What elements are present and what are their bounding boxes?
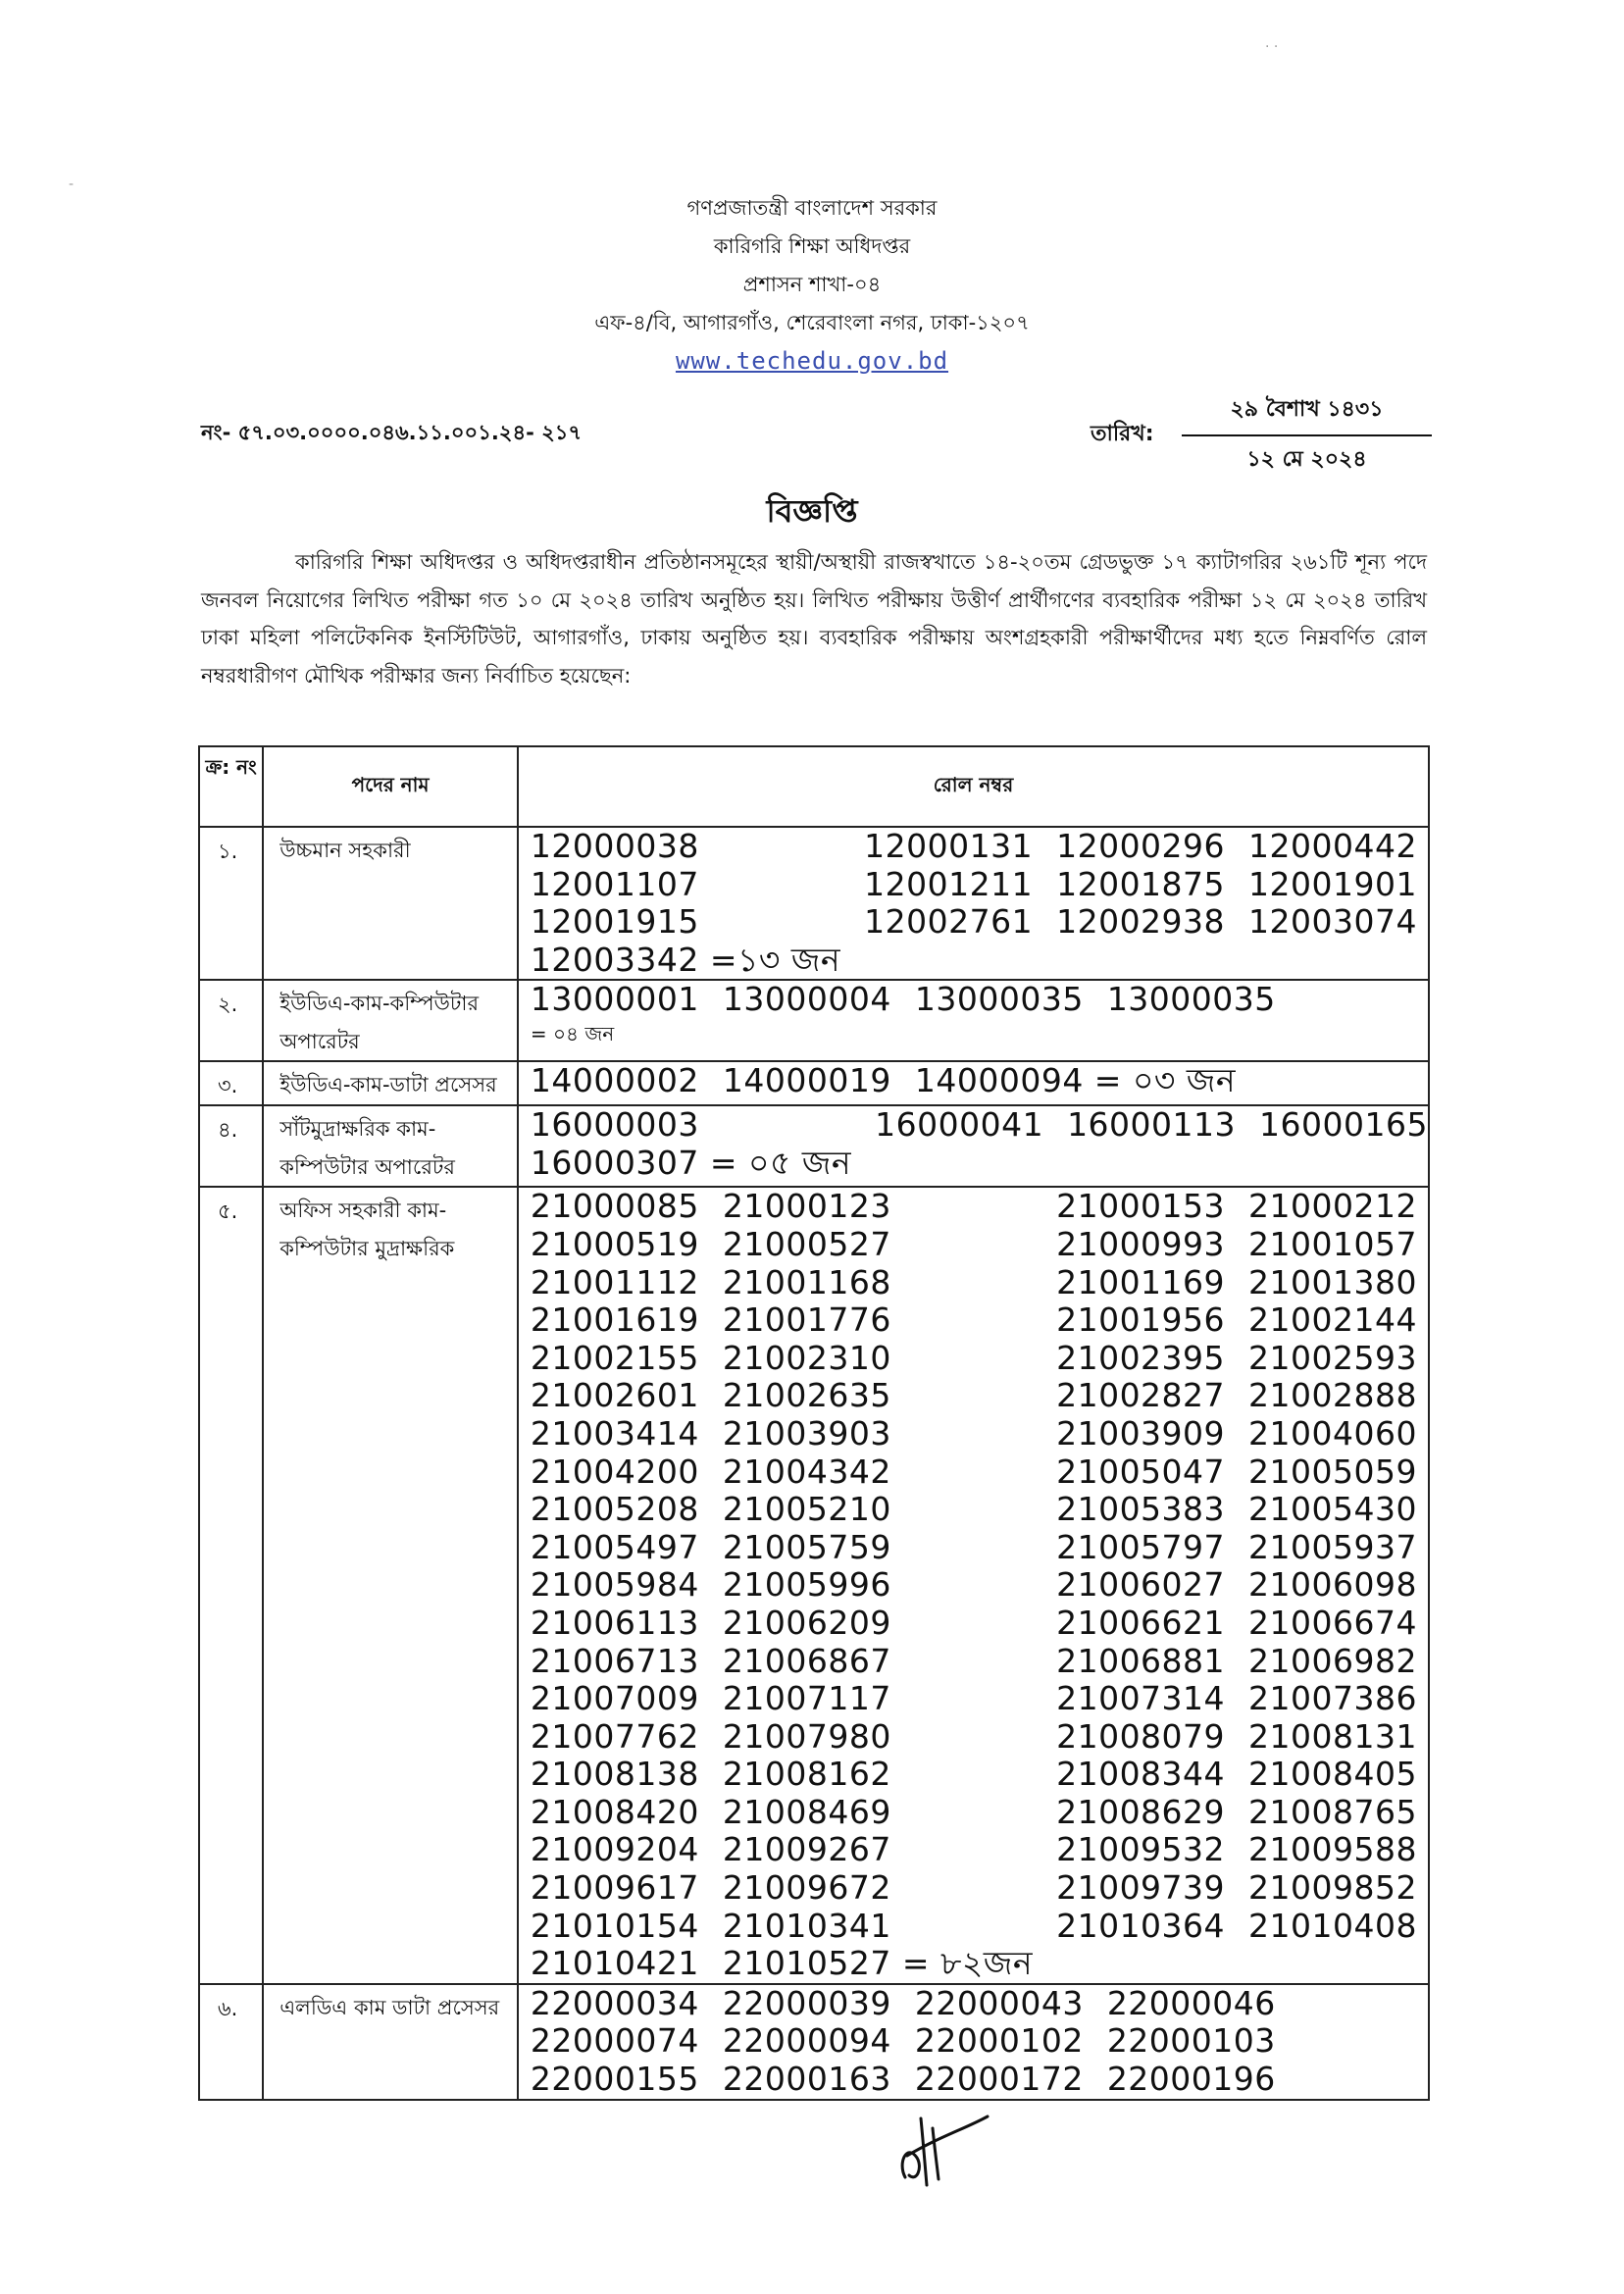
roll-number: 21005047 — [1056, 1452, 1226, 1491]
selected-count: = ০৫ জন — [698, 1143, 852, 1182]
roll-number: 22000046 — [1106, 1983, 1276, 2022]
table-row — [199, 980, 1429, 1061]
row-serial: ৫. — [199, 1187, 263, 1983]
date-block — [1182, 392, 1432, 479]
roll-number: 21006621 — [1056, 1603, 1226, 1642]
date-english: ১২ মে ২০২৪ — [1246, 447, 1367, 472]
letterhead — [0, 189, 1624, 382]
roll-number: 21006674 — [1248, 1603, 1418, 1642]
roll-number: 21003414 — [530, 1413, 699, 1453]
roll-number: 14000094 = ০৩ জন — [914, 1061, 1237, 1100]
roll-grid — [531, 1106, 1428, 1182]
row-roll-numbers — [518, 827, 1429, 980]
roll-number: 21007314 — [1056, 1679, 1226, 1718]
govt-name: গণপ্রজাতন্ত্রী বাংলাদেশ সরকার — [686, 196, 938, 220]
roll-number: 21007009 — [530, 1679, 699, 1718]
address: এফ-৪/বি, আগারগাঁও, শেরেবাংলা নগর, ঢাকা-১২০৭ — [594, 311, 1030, 334]
roll-number: 21001956 — [1056, 1300, 1226, 1340]
header-post-name: পদের নাম — [263, 746, 518, 827]
roll-number: 21002144 — [1248, 1300, 1418, 1340]
selected-count: =১৩ জন — [698, 940, 841, 979]
roll-number: 16000165 — [1259, 1105, 1428, 1145]
row-serial: ১. — [199, 827, 263, 980]
roll-number: 21004060 — [1248, 1413, 1418, 1453]
website-link[interactable]: www.techedu.gov.bd — [675, 347, 949, 375]
roll-number: 22000163 — [722, 2060, 891, 2099]
scan-speck: · · — [1265, 39, 1279, 55]
roll-number: 21001168 — [722, 1262, 891, 1301]
roll-number: 21008469 — [722, 1792, 891, 1831]
roll-number: 12001915 — [530, 902, 699, 942]
roll-number: 21007980 — [722, 1716, 891, 1756]
table-row — [199, 1984, 1429, 2100]
roll-number: 21006881 — [1056, 1641, 1226, 1680]
branch-name: প্রশাসন শাখা-০৪ — [742, 273, 882, 296]
roll-number: 21010364 — [1056, 1906, 1226, 1945]
roll-number: 21008420 — [530, 1792, 699, 1831]
roll-number: 21002827 — [1056, 1376, 1226, 1415]
roll-number: 21000123 — [722, 1187, 891, 1226]
roll-number: 12000131 — [864, 827, 1034, 865]
table-body — [199, 827, 1429, 2100]
header-roll-number: রোল নম্বর — [518, 746, 1429, 827]
selected-count: = ০৩ জন — [1083, 1061, 1237, 1100]
roll-number: 14000019 — [722, 1061, 891, 1100]
roll-number: 21008162 — [722, 1755, 891, 1794]
roll-number: 22000196 — [1106, 2060, 1276, 2099]
roll-number: 22000039 — [722, 1983, 891, 2022]
roll-number: 21002635 — [722, 1376, 891, 1415]
roll-number: 21005996 — [722, 1565, 891, 1605]
roll-number: 21010527 = ৮২জন — [722, 1944, 1034, 1983]
row-roll-numbers — [518, 1061, 1429, 1105]
roll-number: 21005937 — [1248, 1527, 1418, 1566]
roll-number: 21000153 — [1056, 1187, 1226, 1226]
roll-number: 21010154 — [530, 1906, 699, 1945]
roll-number: 21007386 — [1248, 1679, 1418, 1718]
roll-number: 21005383 — [1056, 1490, 1226, 1529]
roll-number: 21006027 — [1056, 1565, 1226, 1605]
roll-number: 22000172 — [914, 2060, 1084, 2099]
memo-number: নং- ৫৭.০৩.০০০০.০৪৬.১১.০০১.২৪- ২১৭ — [201, 421, 583, 444]
roll-number: 21005497 — [530, 1527, 699, 1566]
roll-number: 21010421 — [530, 1944, 699, 1983]
roll-grid — [531, 981, 1428, 1019]
table-row — [199, 1105, 1429, 1187]
roll-number: 12003074 — [1248, 902, 1418, 942]
roll-number: 13000001 — [530, 980, 699, 1019]
roll-number: 21004342 — [722, 1452, 891, 1491]
roll-number: 12000442 — [1248, 827, 1418, 865]
roll-number: 21006713 — [530, 1641, 699, 1680]
roll-number: 22000034 — [530, 1983, 699, 2022]
roll-number: 21003909 — [1056, 1413, 1226, 1453]
roll-number: 21009617 — [530, 1868, 699, 1908]
roll-number: 21002601 — [530, 1376, 699, 1415]
roll-number: 21005210 — [722, 1490, 891, 1529]
roll-number: 21008079 — [1056, 1716, 1226, 1756]
roll-number: 21000993 — [1056, 1224, 1226, 1263]
roll-number: 21001057 — [1248, 1224, 1418, 1263]
roll-number: 21005208 — [530, 1490, 699, 1529]
table-row — [199, 1061, 1429, 1105]
row-roll-numbers — [518, 1984, 1429, 2100]
roll-number: 21000527 — [722, 1224, 891, 1263]
roll-number: 21005797 — [1056, 1527, 1226, 1566]
roll-number: 12001107 — [530, 864, 699, 903]
roll-number: 21008405 — [1248, 1755, 1418, 1794]
roll-number: 21002593 — [1248, 1338, 1418, 1377]
roll-number: 12001875 — [1056, 864, 1226, 903]
roll-number: 21006113 — [530, 1603, 699, 1642]
roll-number: 12002938 — [1056, 902, 1226, 942]
roll-grid — [531, 1188, 1428, 1982]
roll-number: 21000085 — [530, 1187, 699, 1226]
date-bangla: ২৯ বৈশাখ ১৪৩১ — [1182, 392, 1432, 436]
roll-number: 16000003 — [530, 1105, 699, 1145]
roll-number: 22000043 — [914, 1983, 1084, 2022]
roll-number: 12001211 — [864, 864, 1034, 903]
header-serial: ক্র: নং — [199, 746, 263, 827]
roll-number: 21005059 — [1248, 1452, 1418, 1491]
roll-number: 16000307 = ০৫ জন — [530, 1143, 852, 1182]
roll-grid — [531, 1062, 1428, 1100]
roll-number: 21009588 — [1248, 1830, 1418, 1869]
roll-number: 21002888 — [1248, 1376, 1418, 1415]
roll-grid — [531, 1985, 1428, 2099]
roll-number: 13000035 — [1106, 980, 1276, 1019]
results-table — [198, 745, 1430, 2101]
roll-number: 13000004 — [722, 980, 891, 1019]
roll-number: 21009852 — [1248, 1868, 1418, 1908]
row-post-name: অফিস সহকারী কাম-কম্পিউটার মুদ্রাক্ষরিক — [263, 1187, 518, 1983]
roll-number: 21004200 — [530, 1452, 699, 1491]
roll-number: 21002155 — [530, 1338, 699, 1377]
roll-number: 21001776 — [722, 1300, 891, 1340]
row-post-name: উচ্চমান সহকারী — [263, 827, 518, 980]
roll-number: 21010408 — [1248, 1906, 1418, 1945]
roll-number: 22000094 — [722, 2021, 891, 2061]
roll-number: 21008344 — [1056, 1755, 1226, 1794]
roll-number: 14000002 — [530, 1061, 699, 1100]
department-name: কারিগরি শিক্ষা অধিদপ্তর — [713, 234, 911, 258]
roll-grid — [531, 828, 1428, 979]
scan-speck: - — [69, 177, 75, 192]
roll-number: 21001619 — [530, 1300, 699, 1340]
roll-number: 21008131 — [1248, 1716, 1418, 1756]
roll-number: 21001112 — [530, 1262, 699, 1301]
roll-number: 21008629 — [1056, 1792, 1226, 1831]
row-post-name: এলডিএ কাম ডাটা প্রসেসর — [263, 1984, 518, 2100]
table-row — [199, 827, 1429, 980]
row-serial: ২. — [199, 980, 263, 1061]
roll-number: 21005759 — [722, 1527, 891, 1566]
table-row — [199, 1187, 1429, 1983]
roll-number: 12002761 — [864, 902, 1034, 942]
roll-number: 21009267 — [722, 1830, 891, 1869]
roll-number: 21009672 — [722, 1868, 891, 1908]
row-roll-numbers — [518, 980, 1429, 1061]
roll-number: 21009739 — [1056, 1868, 1226, 1908]
row-serial: ৪. — [199, 1105, 263, 1187]
table-header-row — [199, 746, 1429, 827]
roll-number: 16000041 — [875, 1105, 1044, 1145]
roll-number: 22000103 — [1106, 2021, 1276, 2061]
roll-number: 21006098 — [1248, 1565, 1418, 1605]
roll-number: 21010341 — [722, 1906, 891, 1945]
roll-number: 12003342 =১৩ জন — [530, 940, 841, 979]
roll-number: 21000212 — [1248, 1187, 1418, 1226]
roll-number: 21006209 — [722, 1603, 891, 1642]
roll-number: 22000102 — [914, 2021, 1084, 2061]
notice-paragraph: কারিগরি শিক্ষা অধিদপ্তর ও অধিদপ্তরাধীন প্রতিষ্ঠানসমূহের স্থায়ী/অস্থায়ী রাজস্বখাতে ১৪-২০তম গ্রেডভুক্ত ১৭ ক্যাটাগরির ২৬১টি শূন্য পদে জনবল নিয়োগের লিখিত পরীক্ষা গত ১০ মে ২০২৪ তারিখ অনুষ্ঠিত হয়। লিখিত পরীক্ষায় উত্তীর্ণ প্রার্থীগণের ব্যবহারিক পরীক্ষা ১২ মে ২০২৪ তারিখ ঢাকা মহিলা পলিটেকনিক ইনস্টিটিউট, আগারগাঁও, ঢাকায় অনুষ্ঠিত হয়। ব্যবহারিক পরীক্ষায় অংশগ্রহকারী পরীক্ষার্থীদের মধ্য হতে নিম্নবর্ণিত রোল নম্বরধারীগণ মৌখিক পরীক্ষার জন্য নির্বাচিত হয়েছেন: — [201, 550, 1427, 688]
roll-number: 21009204 — [530, 1830, 699, 1869]
roll-number: 12000296 — [1056, 827, 1226, 865]
roll-number: 16000113 — [1067, 1105, 1237, 1145]
roll-number: 21007762 — [530, 1716, 699, 1756]
roll-number: 21005984 — [530, 1565, 699, 1605]
notice-title: বিজ্ঞপ্তি — [766, 492, 858, 530]
row-roll-numbers — [518, 1187, 1429, 1983]
row-post-name: সাঁটমুদ্রাক্ষরিক কাম-কম্পিউটার অপারেটর — [263, 1105, 518, 1187]
row-serial: ৩. — [199, 1061, 263, 1105]
roll-number: 21003903 — [722, 1413, 891, 1453]
roll-number: 21000519 — [530, 1224, 699, 1263]
roll-number: 22000074 — [530, 2021, 699, 2061]
roll-number: 21005430 — [1248, 1490, 1418, 1529]
roll-number: 21007117 — [722, 1679, 891, 1718]
roll-number: 13000035 — [914, 980, 1084, 1019]
roll-number: 21006867 — [722, 1641, 891, 1680]
row-post-name: ইউডিএ-কাম-ডাটা প্রসেসর — [263, 1061, 518, 1105]
row-post-name: ইউডিএ-কাম-কম্পিউটার অপারেটর — [263, 980, 518, 1061]
selected-count: = ৮২জন — [890, 1944, 1034, 1983]
roll-number: 12000038 — [530, 827, 699, 865]
roll-number: 21008138 — [530, 1755, 699, 1794]
row-serial: ৬. — [199, 1984, 263, 2100]
roll-number: 21006982 — [1248, 1641, 1418, 1680]
selected-count: = ০৪ জন — [530, 1021, 615, 1045]
roll-number: 21002395 — [1056, 1338, 1226, 1377]
roll-number: 21008765 — [1248, 1792, 1418, 1831]
date-label: তারিখ: — [1091, 422, 1154, 446]
roll-number: 21001380 — [1248, 1262, 1418, 1301]
roll-number: 21002310 — [722, 1338, 891, 1377]
roll-number: 21001169 — [1056, 1262, 1226, 1301]
roll-number: 21009532 — [1056, 1830, 1226, 1869]
row-roll-numbers — [518, 1105, 1429, 1187]
roll-number: 12001901 — [1248, 864, 1418, 903]
signature — [878, 2109, 995, 2187]
roll-number: 22000155 — [530, 2060, 699, 2099]
